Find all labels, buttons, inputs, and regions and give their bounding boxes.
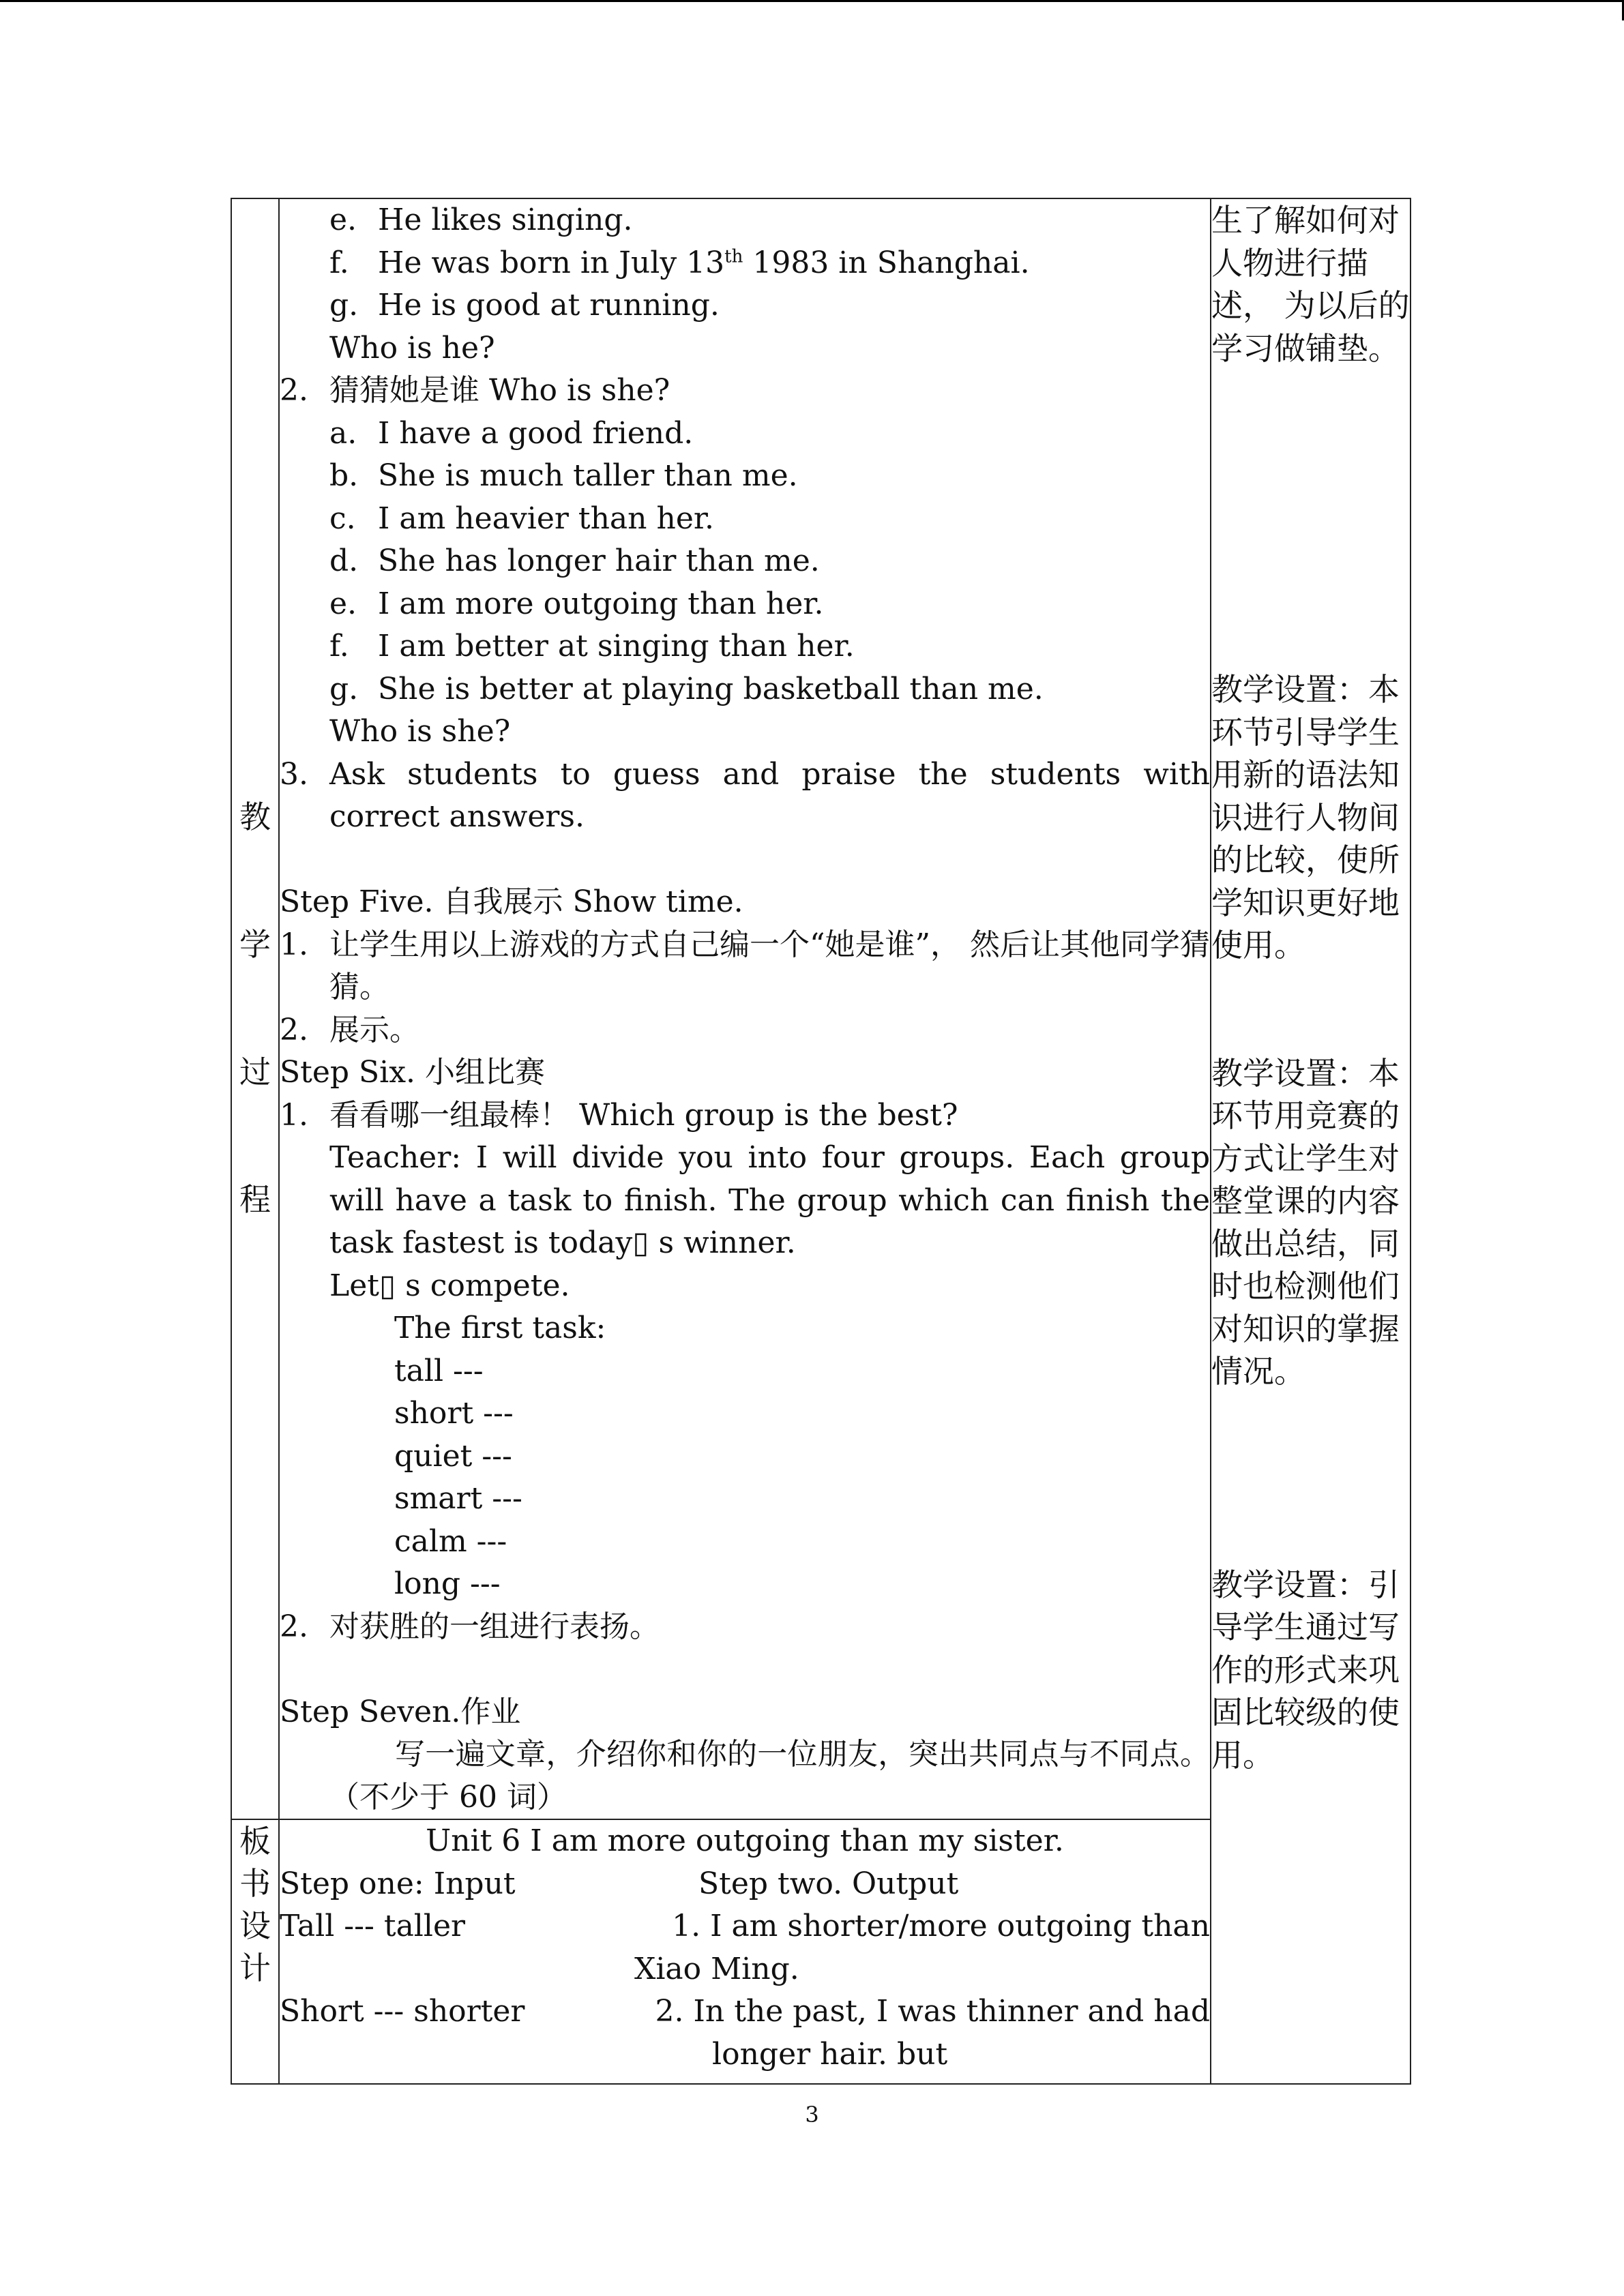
teacher-instruction: Teacher: I will divide you into four groups. Each group will have a task to finish. The group which can finish the task fastest is today▯ s winner.	[329, 1140, 1210, 1260]
question-text: Who is he?	[329, 330, 495, 366]
process-label-char: 过	[239, 1054, 271, 1090]
list-item: e. I am more outgoing than her.	[329, 586, 824, 621]
list-item: g. She is better at playing basketball than me.	[329, 671, 1044, 706]
task-word: tall ---	[394, 1353, 484, 1388]
board-label-char: 计	[239, 1950, 271, 1986]
board-sentence: 1. I am shorter/more outgoing than	[672, 1909, 1210, 1943]
list-item: e. He likes singing.	[329, 203, 633, 237]
task-title: The first task:	[394, 1311, 606, 1345]
numbered-item: 2. 展示。	[280, 1012, 419, 1047]
list-item: b. She is much taller than me.	[329, 458, 798, 493]
process-content-cell	[279, 198, 1211, 1819]
lesson-plan-table	[231, 198, 1411, 2085]
board-row	[280, 1905, 1210, 1948]
board-col1-heading: Step one: Input	[280, 1866, 516, 1901]
task-word: quiet ---	[394, 1438, 512, 1474]
process-label-cell	[231, 198, 279, 1819]
board-design-cell	[279, 1819, 1211, 2084]
homework-text: 写一遍文章，介绍你和你的一位朋友，突出共同点与不同点。（不少于 60 词）	[329, 1737, 1210, 1815]
task-word: long ---	[394, 1566, 501, 1601]
board-sentence: 2. In the past, I was thinner and had	[655, 1994, 1210, 2029]
step-heading: Step Five. 自我展示 Show time.	[280, 884, 743, 919]
teaching-note: 教学设置：本环节引导学生用新的语法知识进行人物间的比较，使所学知识更好地使用。	[1211, 671, 1400, 964]
list-item: f. I am better at singing than her.	[329, 629, 855, 664]
board-label-char: 板	[239, 1823, 271, 1860]
board-label-char: 书	[239, 1865, 271, 1902]
board-sentence-cont: Xiao Ming.	[634, 1951, 799, 1986]
process-label-char: 程	[239, 1181, 271, 1218]
process-label-char: 学	[239, 926, 271, 963]
task-word: short ---	[394, 1396, 514, 1431]
process-label-char: 教	[239, 799, 271, 835]
board-row	[280, 1948, 1210, 1991]
step-heading: Step Seven.作业	[280, 1694, 521, 1729]
numbered-item: 1. 看看哪一组最棒！ Which group is the best?	[280, 1097, 958, 1133]
board-sentence-cont: longer hair. but	[712, 2036, 948, 2072]
step-heading: Step Six. 小组比赛	[280, 1055, 546, 1090]
instruction-text: Let▯ s compete.	[329, 1268, 570, 1303]
teaching-note: 生了解如何对人物进行描述， 为以后的学习做铺垫。	[1211, 202, 1410, 367]
top-border-line	[0, 0, 1624, 2]
numbered-item: 3. Ask students to guess and praise the students with correct answers.	[280, 756, 1210, 834]
numbered-item: 2. 猜猜她是谁 Who is she?	[280, 373, 670, 408]
board-word-pair: Tall --- taller	[280, 1909, 466, 1943]
numbered-item: 1. 让学生用以上游戏的方式自己编一个“她是谁”， 然后让其他同学猜猜。	[280, 927, 1210, 1004]
page-number: 3	[805, 2102, 819, 2128]
board-title: Unit 6 I am more outgoing than my sister.	[426, 1823, 1064, 1858]
list-item: g. He is good at running.	[329, 288, 720, 323]
notes-cell	[1211, 198, 1411, 2084]
task-word: calm ---	[394, 1523, 507, 1559]
board-label-cell	[231, 1819, 279, 2084]
list-item: c. I am heavier than her.	[329, 501, 715, 536]
numbered-item: 2. 对获胜的一组进行表扬。	[280, 1609, 660, 1644]
list-item: a. I have a good friend.	[329, 415, 694, 451]
board-label-char: 设	[239, 1907, 271, 1944]
teaching-note: 教学设置：引导学生通过写作的形式来巩固比较级的使用。	[1211, 1566, 1400, 1774]
board-col2-heading: Step two. Output	[698, 1866, 959, 1901]
list-item: d. She has longer hair than me.	[329, 543, 820, 578]
board-row	[280, 1991, 1210, 2033]
board-row	[280, 1863, 1210, 1906]
board-row	[280, 2033, 1210, 2076]
list-item: f. He was born in July 13th 1983 in Shanghai.	[329, 245, 1030, 280]
teaching-note: 教学设置：本环节用竞赛的方式让学生对整堂课的内容做出总结，同时也检测他们对知识的掌握情况。	[1211, 1054, 1400, 1390]
task-word: smart ---	[394, 1481, 522, 1516]
board-word-pair: Short --- shorter	[280, 1994, 525, 2029]
question-text: Who is she?	[329, 714, 511, 749]
